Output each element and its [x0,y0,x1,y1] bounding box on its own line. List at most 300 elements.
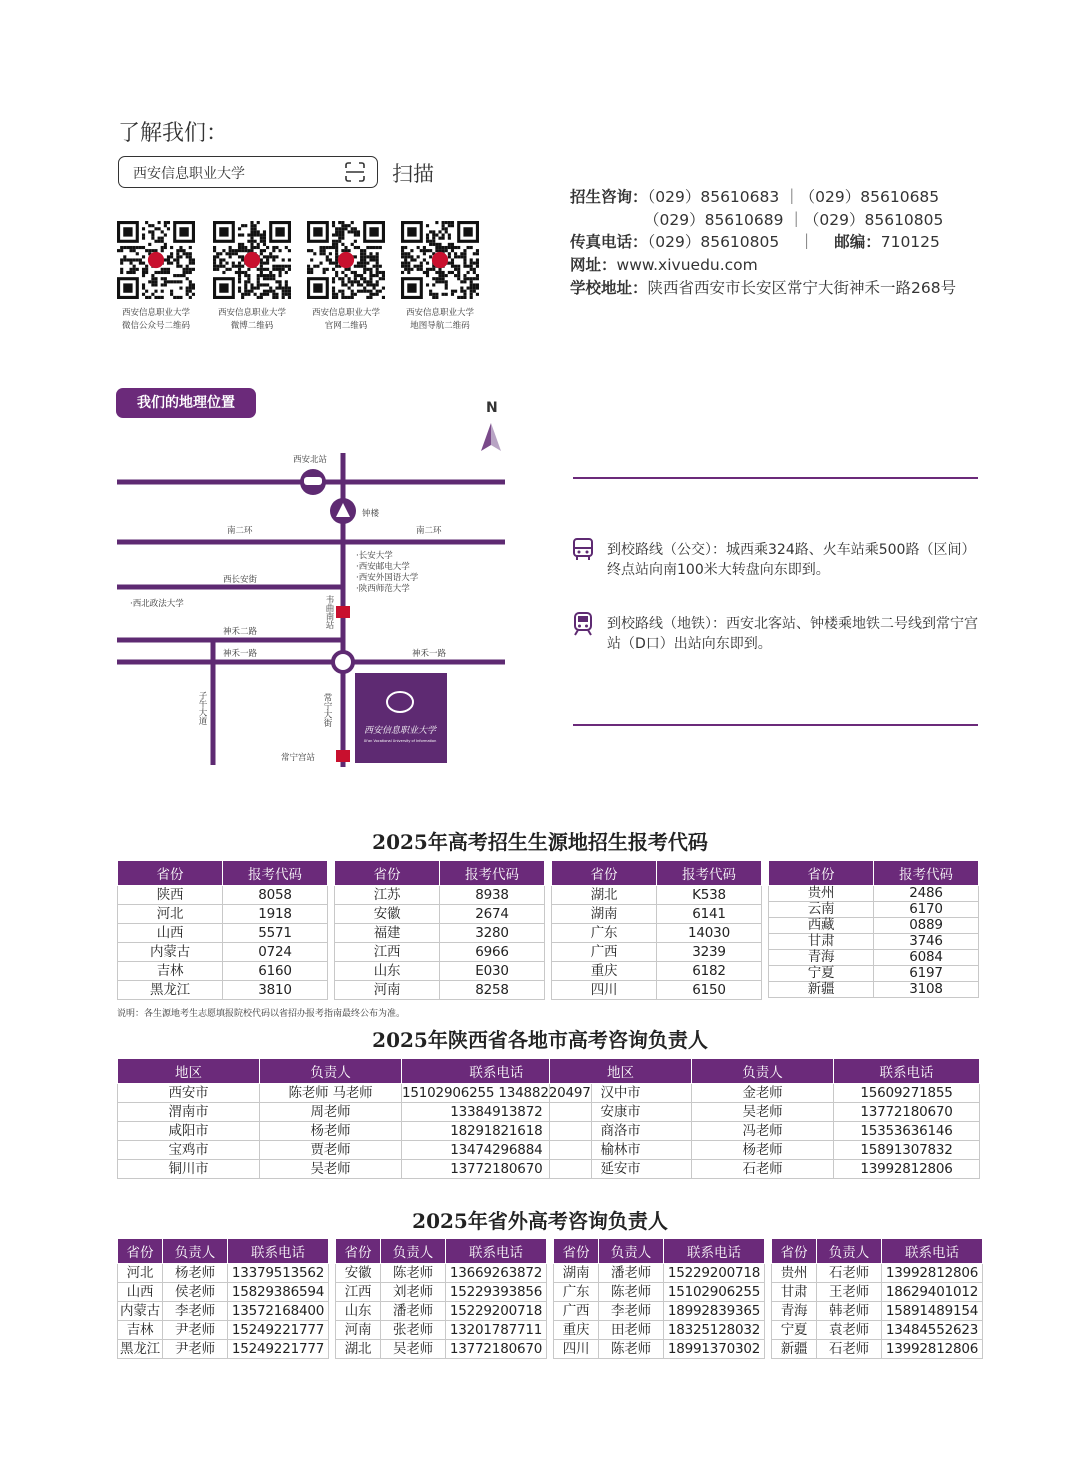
table-row [550,1122,980,1141]
table-row [550,1084,980,1103]
table-cell: 山东 [335,962,440,981]
table-cell: 5571 [223,924,328,943]
table-cell: 陈老师 马老师 [260,1084,402,1103]
data-table [553,1238,765,1359]
table-cell: 黑龙江 [118,981,223,1000]
table-cell: 福建 [335,924,440,943]
table-header-row [336,1239,547,1264]
table-cell: 周老师 [260,1103,402,1122]
table-row [118,1160,592,1179]
data-table [117,860,328,1000]
label-ring2-right: 南二环 [416,526,442,536]
consult-phones-2: （029）85610689 ｜（029）85610805 [644,210,944,229]
table-cell: 宝鸡市 [118,1141,260,1160]
contact-info [570,186,956,300]
campus-name: 西安信息职业大学 [363,726,437,736]
table-cell: 15891307832 [834,1141,980,1160]
table-cell: 榆林市 [550,1141,692,1160]
table-cell: 6197 [874,966,979,982]
label-shenhe1-right: 神禾一路 [412,649,447,659]
column-header: 地区 [550,1059,692,1084]
north-arrow-icon [481,423,491,451]
table-row [335,905,545,924]
table-row [118,1321,329,1340]
table-cell: 黑龙江 [118,1340,163,1359]
table-row [336,1302,547,1321]
table-header-row [118,1239,329,1264]
table-cell: 王老师 [817,1283,882,1302]
table-cell: 6141 [657,905,762,924]
table-cell: 江苏 [335,886,440,905]
table-row [552,943,762,962]
data-table [334,860,545,1000]
table-row [772,1283,983,1302]
table-row [118,981,328,1000]
table-cell: 18992839365 [664,1302,765,1321]
qr-code-card [385,221,495,333]
table-cell: 河北 [118,1264,163,1283]
table-cell: 8938 [440,886,545,905]
table-row [335,924,545,943]
label-nw-law: ·西北政法大学 [130,599,184,609]
table-cell: 15891489154 [882,1302,983,1321]
label-univ-1: ·长安大学 [356,551,393,561]
qr-code-icon[interactable] [213,221,291,299]
codes-note: 说明：各生源地考生志愿填报院校代码以省招办报考指南最终公布为准。 [117,1009,406,1019]
label-bell-tower: 钟楼 [362,509,380,519]
table-row [118,1283,329,1302]
table-cell: 贾老师 [260,1141,402,1160]
qr-caption-line2: 微博二维码 [230,321,274,331]
table-cell: 3810 [223,981,328,1000]
table-cell: 2674 [440,905,545,924]
table-cell: 内蒙古 [118,943,223,962]
postcode-value: 710125 [880,233,940,252]
table-row [554,1340,765,1359]
table-cell: 江西 [336,1283,381,1302]
table-cell: 河南 [336,1321,381,1340]
table-cell: K538 [657,886,762,905]
table-row [769,918,979,934]
table-cell: 张老师 [381,1321,446,1340]
table-cell: 袁老师 [817,1321,882,1340]
table-cell: 山西 [118,1283,163,1302]
qr-caption-line2: 地图导航二维码 [410,321,470,331]
table-cell: 青海 [769,950,874,966]
table-cell: 13992812806 [882,1340,983,1359]
table-header-row [554,1239,765,1264]
table-cell: 尹老师 [163,1340,228,1359]
bus-icon [572,538,594,562]
table-row [336,1321,547,1340]
table-cell: 西安市 [118,1084,260,1103]
qr-code-card [101,221,211,333]
column-header: 联系电话 [228,1239,329,1264]
table-cell: 0889 [874,918,979,934]
table-cell: 15229200718 [446,1302,547,1321]
table-cell: 6160 [223,962,328,981]
table-cell: 13201787711 [446,1321,547,1340]
table-row [335,962,545,981]
website-link[interactable]: www.xivuedu.com [616,256,758,275]
qr-caption-line1: 西安信息职业大学 [217,308,286,318]
table-cell: 渭南市 [118,1103,260,1122]
table-cell: 13992812806 [834,1160,980,1179]
table-cell: 湖北 [336,1340,381,1359]
table-cell: 宁夏 [772,1321,817,1340]
table-row [552,962,762,981]
table-cell: 汉中市 [550,1084,692,1103]
data-table [771,1238,983,1359]
column-header: 省份 [335,861,440,886]
metro-weiqu-icon [336,606,350,618]
table-cell: 6084 [874,950,979,966]
location-map [100,395,520,775]
table-cell: 18291821618 [402,1122,592,1141]
qr-caption-line2: 微信公众号二维码 [121,321,190,331]
table-row [118,1340,329,1359]
table-cell: 15829386594 [228,1283,329,1302]
table-cell: 6150 [657,981,762,1000]
consult-label: 招生咨询： [570,188,648,206]
scan-button[interactable]: 扫描 [392,162,434,186]
table-cell: 商洛市 [550,1122,692,1141]
qr-caption [101,307,211,333]
web-label: 网址： [570,256,617,275]
table-header-row [550,1059,980,1084]
north-label: N [486,400,498,416]
roundabout-icon [333,652,353,672]
table-cell: 13992812806 [882,1264,983,1283]
table-row [772,1264,983,1283]
table-row [769,966,979,982]
qr-code-icon[interactable] [401,221,479,299]
column-header: 负责人 [599,1239,664,1264]
table-row [554,1321,765,1340]
column-header: 报考代码 [440,861,545,886]
postcode-label: 邮编： [834,233,881,252]
table-cell: 铜川市 [118,1160,260,1179]
table-cell: 石老师 [817,1264,882,1283]
table-cell: 湖北 [552,886,657,905]
label-changning: 常宁大街 [322,693,332,727]
table-cell: 新疆 [769,982,874,998]
table-cell: 重庆 [552,962,657,981]
data-table [117,1238,329,1359]
table-row [552,905,762,924]
label-shenhe2: 神禾二路 [223,627,258,637]
outside-title: 2025年省外高考咨询负责人 [412,1209,668,1233]
column-header: 省份 [118,1239,163,1264]
table-cell: 15102906255 13488220497 [402,1085,591,1101]
table-row [118,943,328,962]
table-cell: 冯老师 [692,1122,834,1141]
table-cell: 贵州 [769,886,874,902]
table-cell: 13379513562 [228,1264,329,1283]
table-cell: 15249221777 [228,1321,329,1340]
qr-code-icon[interactable] [117,221,195,299]
table-cell: 15229200718 [664,1264,765,1283]
table-cell: 6966 [440,943,545,962]
table-header-row [118,861,328,886]
table-cell: 广东 [552,924,657,943]
table-cell: 15102906255 [664,1283,765,1302]
column-header: 地区 [118,1059,260,1084]
qr-code-icon[interactable] [307,221,385,299]
column-header: 报考代码 [223,861,328,886]
table-cell: 甘肃 [772,1283,817,1302]
address-value: 陕西省西安市长安区常宁大街神禾一路268号 [647,278,957,297]
table-cell: 安康市 [550,1103,692,1122]
table-row [550,1141,980,1160]
label-univ-4: ·陕西师范大学 [356,584,410,594]
table-cell: 0724 [223,943,328,962]
table-cell: 安徽 [335,905,440,924]
table-row [550,1103,980,1122]
table-cell: 吴老师 [381,1340,446,1359]
column-header: 负责人 [260,1059,402,1084]
column-header: 省份 [554,1239,599,1264]
table-cell: 云南 [769,902,874,918]
table-cell: 15609271855 [834,1084,980,1103]
table-cell: 吴老师 [692,1103,834,1122]
table-header-row [769,861,979,886]
table-cell: 18325128032 [664,1321,765,1340]
table-cell: 湖南 [552,905,657,924]
table-row [772,1321,983,1340]
table-cell: 安徽 [336,1264,381,1283]
table-row [118,1302,329,1321]
table-cell: 吉林 [118,1321,163,1340]
table-cell: 8258 [440,981,545,1000]
table-cell: 西藏 [769,918,874,934]
table-cell: 3108 [874,982,979,998]
qr-caption [385,307,495,333]
table-cell: 尹老师 [163,1321,228,1340]
table-row [769,886,979,902]
data-table [768,860,979,998]
table-cell: 山西 [118,924,223,943]
qr-caption-line1: 西安信息职业大学 [121,308,190,318]
table-cell: 田老师 [599,1321,664,1340]
table-row [335,886,545,905]
table-cell: 山东 [336,1302,381,1321]
divider-bottom [573,724,978,726]
table-cell: 贵州 [772,1264,817,1283]
table-row [552,981,762,1000]
table-cell: 四川 [552,981,657,1000]
table-row [336,1264,547,1283]
campus-en: Xi'an Vocational University of Information [363,739,437,743]
section-title: 了解我们： [118,121,229,146]
table-cell: 湖南 [554,1264,599,1283]
table-cell: 广西 [552,943,657,962]
table-header-row [772,1239,983,1264]
table-cell: 3239 [657,943,762,962]
table-cell: 吴老师 [260,1160,402,1179]
data-table [549,1058,980,1179]
table-cell: 3746 [874,934,979,950]
table-cell: 杨老师 [692,1141,834,1160]
search-box[interactable] [118,156,378,188]
table-cell: E030 [440,962,545,981]
column-header: 负责人 [163,1239,228,1264]
table-row [118,886,328,905]
label-univ-2: ·西安邮电大学 [356,562,410,572]
table-row [769,902,979,918]
table-cell: 14030 [657,924,762,943]
table-row [118,962,328,981]
table-cell: 8058 [223,886,328,905]
column-header: 联系电话 [402,1059,592,1084]
table-cell: 广西 [554,1302,599,1321]
table-cell: 刘老师 [381,1283,446,1302]
table-cell: 石老师 [692,1160,834,1179]
column-header: 省份 [552,861,657,886]
label-changning-station: 常宁宫站 [281,753,316,763]
column-header: 省份 [118,861,223,886]
location-badge: 我们的地理位置 [116,388,256,418]
table-cell: 石老师 [817,1340,882,1359]
column-header: 省份 [769,861,874,886]
data-table [335,1238,547,1359]
table-cell: 3280 [440,924,545,943]
table-cell: 甘肃 [769,934,874,950]
table-cell: 李老师 [599,1302,664,1321]
shaanxi-title: 2025年陕西省各地市高考咨询负责人 [372,1028,708,1052]
table-cell: 金老师 [692,1084,834,1103]
table-header-row [552,861,762,886]
metro-changning-icon [336,750,350,762]
data-table [117,1058,592,1179]
column-header: 联系电话 [446,1239,547,1264]
label-ziwu: 子午大道 [197,691,207,725]
table-cell: 13572168400 [228,1302,329,1321]
column-header: 省份 [336,1239,381,1264]
column-header: 负责人 [381,1239,446,1264]
table-cell: 18991370302 [664,1340,765,1359]
codes-title: 2025年高考招生生源地招生报考代码 [372,830,708,854]
table-row [552,924,762,943]
table-row [118,1264,329,1283]
table-row [335,981,545,1000]
table-cell: 13484552623 [882,1321,983,1340]
table-cell: 吉林 [118,962,223,981]
label-univ-3: ·西安外国语大学 [356,573,419,583]
table-row [769,982,979,998]
column-header: 省份 [772,1239,817,1264]
table-cell: 青海 [772,1302,817,1321]
column-header: 负责人 [692,1059,834,1084]
data-table [551,860,762,1000]
table-row [118,924,328,943]
table-cell: 河南 [335,981,440,1000]
campus-block [355,673,447,763]
table-cell: 杨老师 [163,1264,228,1283]
table-cell: 潘老师 [381,1302,446,1321]
metro-route: 到校路线（地铁）：西安北客站、钟楼乘地铁二号线到常宁宫站（D口）出站向东即到。 [607,616,978,652]
table-cell: 河北 [118,905,223,924]
table-row [118,1141,592,1160]
table-cell: 重庆 [554,1321,599,1340]
column-header: 报考代码 [874,861,979,886]
table-row [118,1103,592,1122]
label-west-changan: 西长安街 [223,575,258,585]
table-cell: 江西 [335,943,440,962]
table-header-row [335,861,545,886]
table-cell: 2486 [874,886,979,902]
table-cell: 1918 [223,905,328,924]
table-row [554,1264,765,1283]
divider-top [573,477,978,479]
table-cell: 陈老师 [599,1340,664,1359]
table-row [336,1340,547,1359]
table-cell: 6182 [657,962,762,981]
table-row [118,905,328,924]
separator: ｜ [798,233,815,252]
table-cell: 韩老师 [817,1302,882,1321]
bus-route: 到校路线（公交）：城西乘324路、火车站乘500路（区间）终点站向南100米大转盘向东即到。 [607,542,976,578]
table-cell: 广东 [554,1283,599,1302]
table-row [772,1340,983,1359]
label-shenhe1-left: 神禾一路 [223,649,258,659]
table-cell: 13772180670 [834,1103,980,1122]
scan-icon[interactable] [345,162,365,182]
fax-value: （029）85610805 [647,233,780,252]
table-row [554,1302,765,1321]
table-cell: 延安市 [550,1160,692,1179]
column-header: 联系电话 [834,1059,980,1084]
label-ring2-left: 南二环 [227,526,253,536]
table-cell: 13669263872 [446,1264,547,1283]
search-input[interactable]: 西安信息职业大学 [133,166,245,182]
qr-caption-line2: 官网二维码 [324,321,368,331]
column-header: 联系电话 [664,1239,765,1264]
table-row [554,1283,765,1302]
table-row [335,943,545,962]
table-row [772,1302,983,1321]
table-cell: 6170 [874,902,979,918]
table-cell: 新疆 [772,1340,817,1359]
consult-phones-1: （029）85610683 ｜（029）85610685 [647,188,940,206]
table-row [550,1160,980,1179]
table-row [769,950,979,966]
table-cell: 陈老师 [599,1283,664,1302]
address-label: 学校地址： [570,278,648,297]
table-row [336,1283,547,1302]
table-cell: 18629401012 [882,1283,983,1302]
fax-label: 传真电话： [570,233,648,252]
label-xian-north: 西安北站 [293,455,328,465]
column-header: 联系电话 [882,1239,983,1264]
table-row [552,886,762,905]
qr-caption-line1: 西安信息职业大学 [311,308,380,318]
column-header: 报考代码 [657,861,762,886]
table-cell: 15229393856 [446,1283,547,1302]
metro-icon [572,612,594,636]
table-cell: 13474296884 [402,1141,592,1160]
table-row [118,1084,592,1103]
table-cell: 咸阳市 [118,1122,260,1141]
table-cell: 李老师 [163,1302,228,1321]
table-cell: 13384913872 [402,1103,592,1122]
table-cell: 内蒙古 [118,1302,163,1321]
table-cell: 陕西 [118,886,223,905]
table-cell: 四川 [554,1340,599,1359]
table-cell: 13772180670 [446,1340,547,1359]
table-cell: 潘老师 [599,1264,664,1283]
table-cell: 宁夏 [769,966,874,982]
